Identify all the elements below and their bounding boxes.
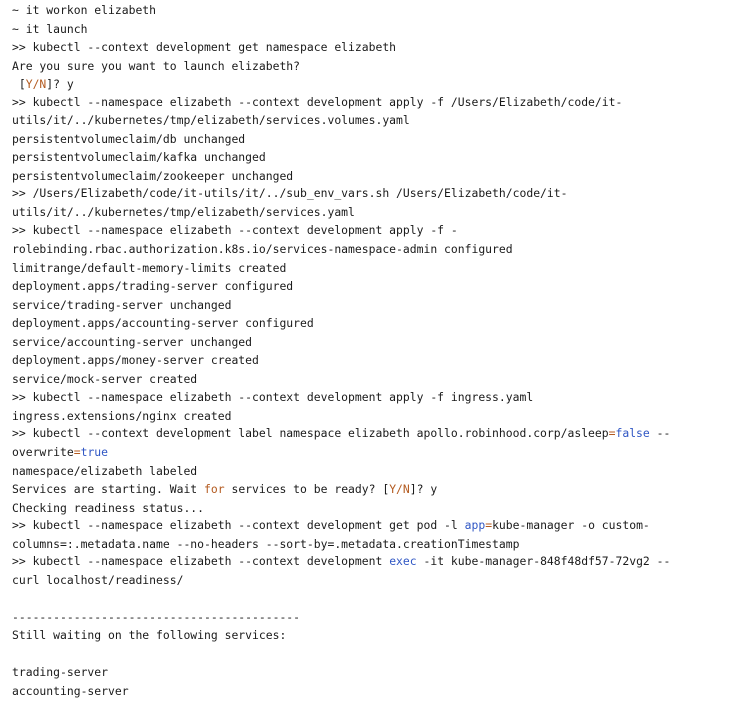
terminal-line: service/accounting-server unchanged — [12, 334, 253, 349]
label-command-continuation — [12, 443, 733, 462]
prompt-text: services to be ready? [ — [224, 482, 390, 497]
terminal-line: service/trading-server unchanged — [12, 297, 232, 312]
command-text: >> kubectl --namespace elizabeth --context development get pod -l — [12, 518, 465, 533]
keyword-app: app — [464, 518, 486, 533]
confirm-prompt-line — [12, 75, 733, 94]
terminal-line: persistentvolumeclaim/db unchanged — [12, 131, 246, 146]
terminal-line: Checking readiness status... — [12, 500, 205, 515]
divider-line: ------------------------------------------ — [12, 609, 301, 624]
terminal-line: ~ it workon elizabeth — [12, 3, 157, 17]
terminal-line: rolebinding.rbac.authorization.k8s.io/services-namespace-admin configured — [12, 242, 513, 257]
exec-command-line — [12, 553, 733, 571]
equals-sign: = — [73, 444, 81, 459]
terminal-line: limitrange/default-memory-limits created — [12, 260, 287, 275]
services-prompt-line — [12, 480, 733, 499]
command-text: >> kubectl --context development label namespace elizabeth apollo.robinhood.corp/asleep — [12, 426, 609, 441]
command-text: -- — [649, 426, 671, 441]
terminal-line: utils/it/../kubernetes/tmp/elizabeth/services.volumes.yaml — [12, 113, 410, 128]
terminal-line: deployment.apps/accounting-server configured — [12, 316, 314, 331]
equals-sign: = — [485, 518, 493, 533]
terminal-line: namespace/elizabeth labeled — [12, 463, 198, 478]
keyword-exec: exec — [389, 554, 417, 569]
boolean-true: true — [80, 444, 109, 459]
waiting-service-item: accounting-server — [12, 684, 129, 698]
boolean-false: false — [615, 426, 650, 441]
keyword-for: for — [204, 482, 225, 497]
command-text: overwrite — [12, 444, 74, 459]
terminal-line: persistentvolumeclaim/zookeeper unchanged — [12, 168, 294, 183]
prompt-text: Services are starting. Wait — [12, 482, 205, 497]
prompt-answer: ]? y — [409, 482, 438, 497]
terminal-line: deployment.apps/trading-server configured — [12, 279, 294, 294]
command-text: >> kubectl --namespace elizabeth --context development — [12, 554, 390, 569]
terminal-line: Are you sure you want to launch elizabeth? — [12, 58, 301, 73]
terminal-line — [12, 589, 733, 608]
yes-no-option: Y/N — [25, 77, 47, 92]
terminal-line: columns=:.metadata.name --no-headers --sort-by=.metadata.creationTimestamp — [12, 536, 520, 551]
prompt-answer: ]? y — [46, 77, 74, 92]
terminal-line: >> kubectl --context development get namespace elizabeth — [12, 40, 397, 55]
terminal-line: Still waiting on the following services: — [12, 628, 287, 643]
terminal-line: >> kubectl --namespace elizabeth --context development apply -f /Users/Elizabeth/code/it- — [12, 94, 623, 109]
prompt-text: [ — [12, 77, 26, 92]
terminal-line: curl localhost/readiness/ — [12, 572, 184, 587]
terminal-line: service/mock-server created — [12, 371, 198, 386]
equals-sign: = — [608, 426, 616, 441]
terminal-line: ~ it launch — [12, 21, 88, 36]
terminal-line: ingress.extensions/nginx created — [12, 408, 232, 423]
terminal-line — [12, 645, 733, 664]
command-text: kube-manager -o custom- — [492, 518, 650, 533]
terminal-line: persistentvolumeclaim/kafka unchanged — [12, 150, 266, 165]
get-pod-command-line — [12, 517, 733, 535]
terminal-line: deployment.apps/money-server created — [12, 353, 259, 368]
command-text: -it kube-manager-848f48df57-72vg2 -- — [416, 554, 671, 569]
terminal-line: >> kubectl --namespace elizabeth --context development apply -f ingress.yaml — [12, 390, 534, 405]
terminal-line: utils/it/../kubernetes/tmp/elizabeth/services.yaml — [12, 204, 355, 219]
waiting-service-item: trading-server — [12, 665, 109, 680]
terminal-line: >> /Users/Elizabeth/code/it-utils/it/../sub_env_vars.sh /Users/Elizabeth/code/it- — [12, 186, 568, 201]
terminal-line: >> kubectl --namespace elizabeth --context development apply -f - — [12, 223, 458, 238]
label-command-line — [12, 425, 733, 443]
yes-no-option: Y/N — [389, 482, 410, 497]
